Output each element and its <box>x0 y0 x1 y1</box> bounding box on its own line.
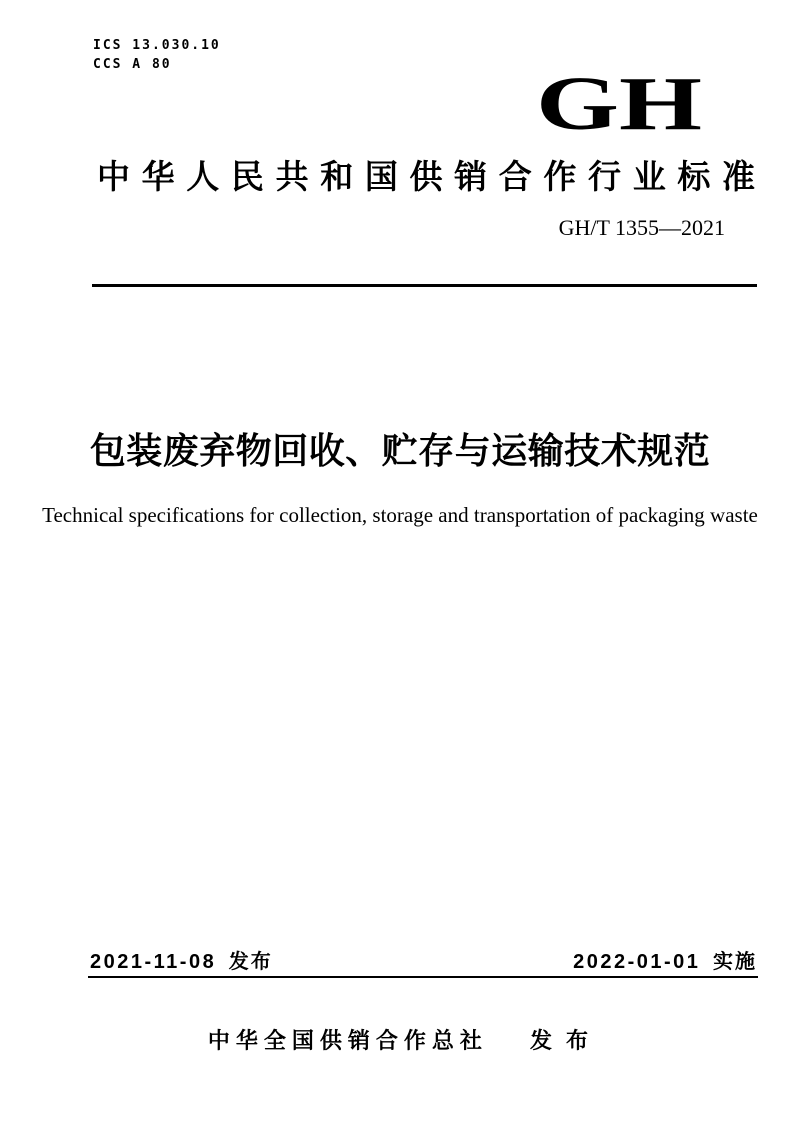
standard-category-title: 中 华 人 民 共 和 国 供 销 合 作 行 业 标 准 <box>97 158 755 195</box>
release-date: 2021-11-08 <box>90 951 217 973</box>
footer-rule <box>88 976 758 978</box>
header-rule <box>92 284 757 287</box>
classification-codes <box>93 36 221 74</box>
publisher-row <box>0 1028 800 1054</box>
gh-logo-text: GH <box>536 66 702 138</box>
ics-code: ICS 13.030.10 <box>93 38 221 53</box>
implement-date-group <box>573 951 757 973</box>
publisher-action-label: 发 布 <box>529 1028 593 1053</box>
release-label: 发布 <box>228 951 273 973</box>
ccs-code: CCS A 80 <box>93 57 172 72</box>
gh-logo <box>536 66 716 138</box>
standard-code: GH/T 1355—2021 <box>558 215 725 240</box>
implement-label: 实施 <box>713 951 757 973</box>
document-title-zh: 包装废弃物回收、贮存与运输技术规范 <box>89 430 711 471</box>
document-title-en: Technical specifications for collection, storage and transportation of packaging waste <box>42 503 758 527</box>
publisher-name: 中华全国供销合作总社 <box>207 1028 488 1053</box>
date-row <box>90 951 757 973</box>
implement-date: 2022-01-01 <box>573 951 701 973</box>
release-date-group <box>90 951 273 973</box>
